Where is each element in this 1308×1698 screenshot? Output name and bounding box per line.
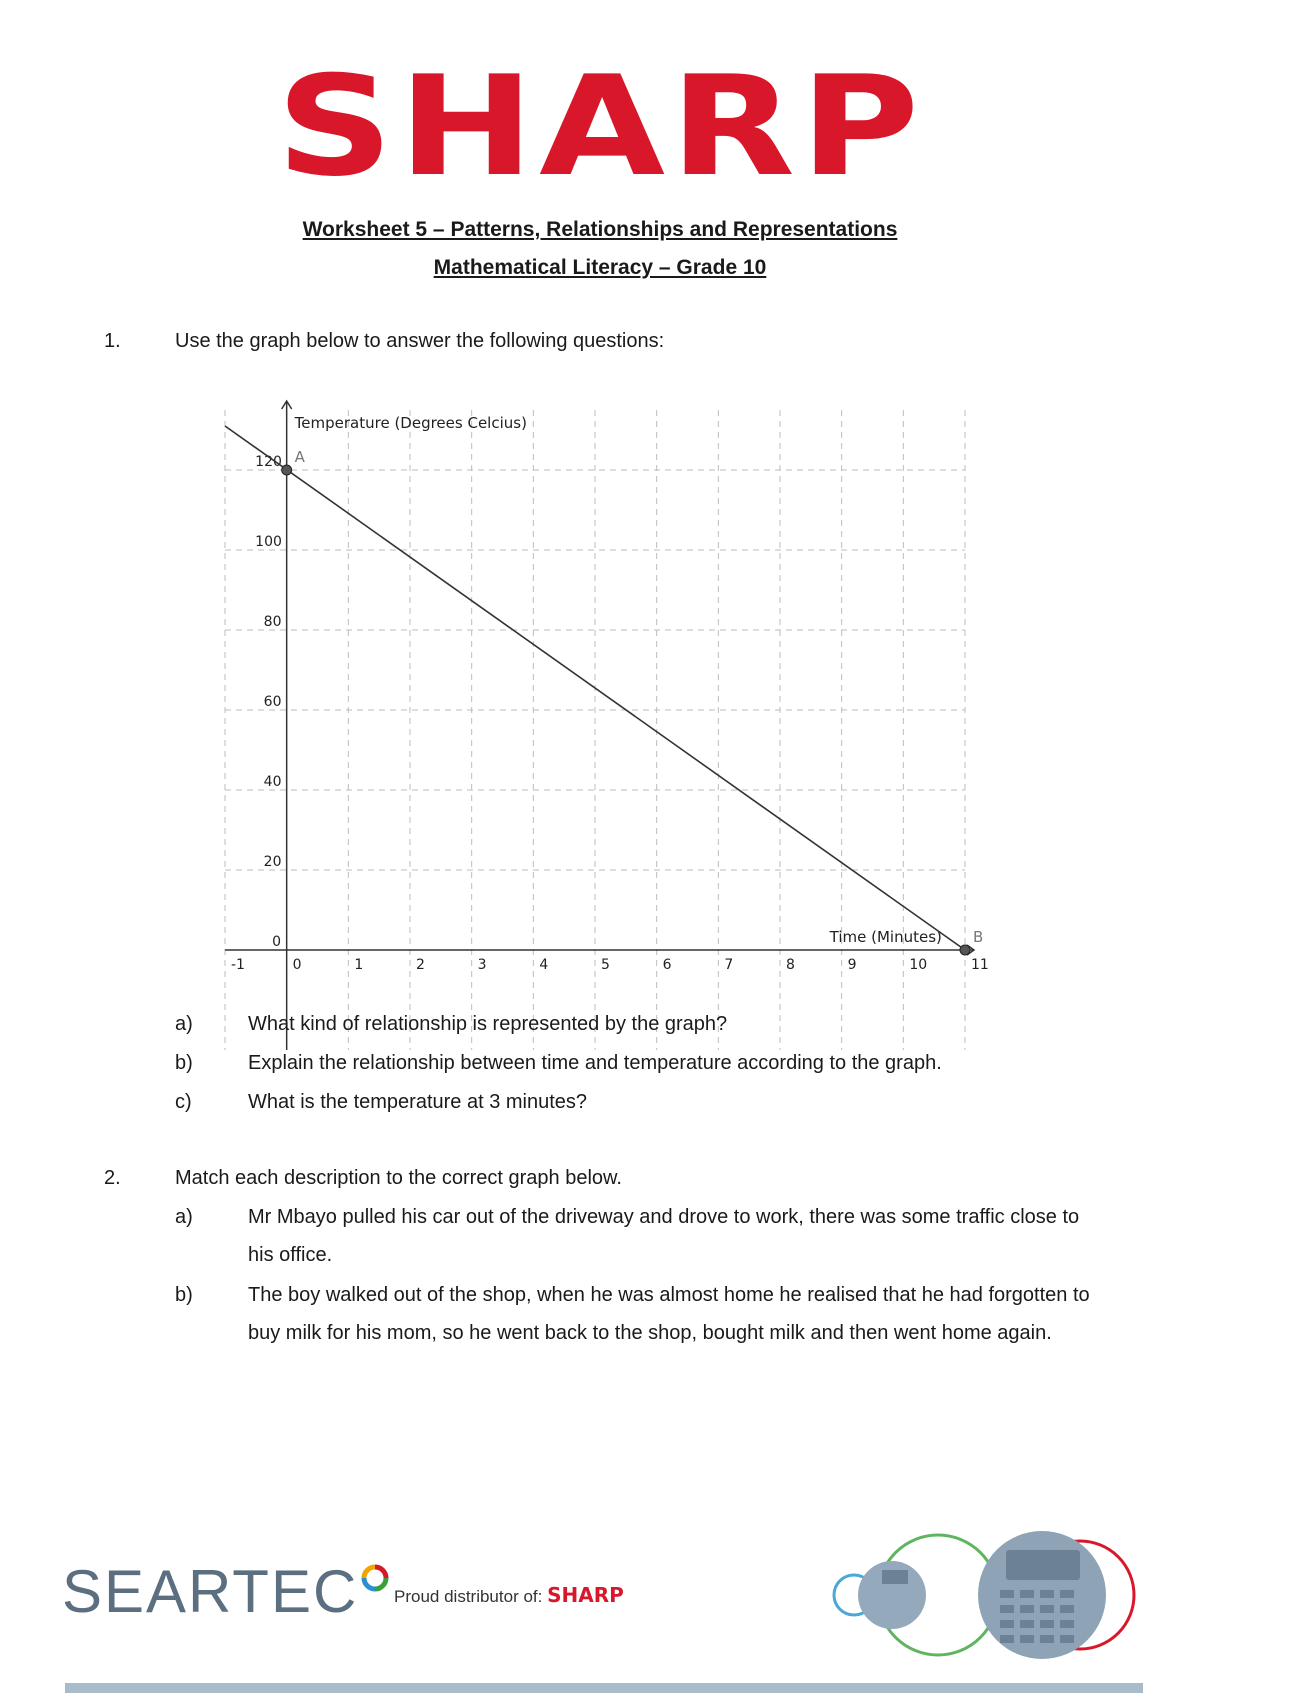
x-tick-label: 6 (662, 957, 672, 973)
q2-part-b-text: The boy walked out of the shop, when he was almost home he realised that he had forgotten to buy milk for his mom, so he went back to the shop, bought milk and then went home again. (248, 1284, 1090, 1344)
x-tick-label: 8 (786, 957, 795, 973)
x-tick-label: 1 (354, 957, 364, 973)
q1-part-b-letter: b) (175, 1052, 193, 1074)
point-label-a: A (294, 448, 305, 466)
y-tick-label: 20 (263, 854, 282, 870)
x-tick-label: 2 (416, 957, 425, 973)
x-axis-label: Time (Minutes) (829, 928, 942, 946)
y-axis-label: Temperature (Degrees Celcius) (294, 414, 527, 432)
question-2-text: Match each description to the correct graph below. (175, 1167, 622, 1189)
x-tick-label: 10 (909, 957, 928, 973)
y-tick-label: 80 (263, 614, 282, 630)
footer-tagline (394, 1583, 624, 1607)
q2-part-a-text: Mr Mbayo pulled his car out of the driveway and drove to work, there was some traffic close to his office. (248, 1206, 1080, 1266)
q1-part-c-text: What is the temperature at 3 minutes? (248, 1091, 588, 1113)
calculator-graphic (830, 1530, 1150, 1680)
worksheet-title: Worksheet 5 – Patterns, Relationships and Representations (302, 218, 898, 241)
x-tick-label: 0 (292, 957, 302, 973)
point-label-b: B (973, 928, 984, 946)
question-1-text: Use the graph below to answer the following questions: (175, 330, 665, 352)
q1-part-a-letter: a) (175, 1013, 193, 1035)
temperature-time-graph (225, 400, 989, 1060)
x-tick-label: -1 (231, 957, 245, 973)
point-a (282, 465, 292, 475)
y-tick-label: 0 (272, 934, 282, 950)
x-tick-label: 11 (971, 957, 989, 973)
question-2-number: 2. (104, 1167, 121, 1189)
series-line (225, 426, 965, 950)
seartec-logo-mark-icon (362, 1565, 388, 1591)
sharp-logo: SHARP (276, 46, 924, 207)
footer-tagline-brand: SHARP (547, 1583, 624, 1607)
x-tick-label: 4 (539, 957, 549, 973)
y-tick-label: 60 (263, 694, 282, 710)
q2-part-a-letter: a) (175, 1206, 193, 1228)
q1-part-a-text: What kind of relationship is represented by the graph? (248, 1013, 728, 1035)
seartec-logo-text: SEARTEC (62, 1558, 359, 1625)
y-tick-label: 120 (255, 454, 282, 470)
q1-part-b-text: Explain the relationship between time and temperature according to the graph. (248, 1052, 942, 1074)
worksheet-subtitle: Mathematical Literacy – Grade 10 (433, 256, 767, 279)
point-b (960, 945, 970, 955)
q1-part-c-letter: c) (175, 1091, 192, 1113)
y-tick-label: 100 (255, 534, 282, 550)
seartec-logo (62, 1557, 358, 1626)
y-tick-label: 40 (263, 774, 282, 790)
x-tick-label: 9 (847, 957, 857, 973)
x-tick-label: 3 (477, 957, 487, 973)
x-tick-label: 7 (724, 957, 734, 973)
footer-tagline-text: Proud distributor of: (394, 1587, 543, 1606)
q2-part-b-letter: b) (175, 1284, 193, 1306)
footer-bar (65, 1683, 1143, 1693)
x-tick-label: 5 (601, 957, 610, 973)
question-1-number: 1. (104, 330, 121, 352)
